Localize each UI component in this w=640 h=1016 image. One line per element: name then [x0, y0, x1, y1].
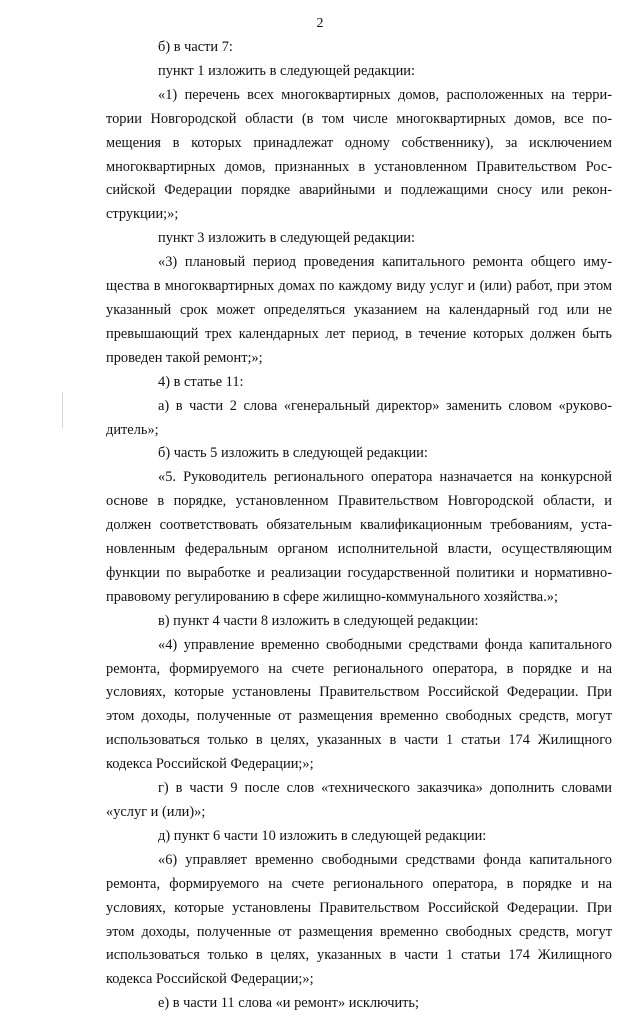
paragraph-item-3-text: «3) плановый период проведения капитального ремонта общего имущества в многоквартирных домах по каждому виду услуг и (или) работ, при этом указанный срок может определяться указанием на календарный год или не превышающий трех календарных лет период, в течение которых должен быть проведен такой ремонт;»; [106, 254, 612, 366]
paragraph-g-part-9: г) в части 9 после слов «технического заказчика» дополнить словами «услуг и (или)»; [106, 780, 612, 820]
paragraph-e-part-11: е) в части 11 слова «и ремонт» исключить; [158, 995, 419, 1012]
page-number: 2 [316, 16, 324, 31]
paragraph-b-part-5-intro: б) часть 5 изложить в следующей редакции: [158, 445, 428, 462]
margin-mark [62, 392, 63, 428]
paragraph-item-3-intro: пункт 3 изложить в следующей редакции: [158, 230, 415, 247]
paragraph-part-5-text: «5. Руководитель регионального оператора назначается на конкурсной основе в порядке, установленном Правительством Новгородской области, и должен соответствовать обязательным квалификационным требованиям, установленным федеральным органом исполнительной власти, осуществляющим функции по выработке и реализации государственной политики и нормативно-правовому регулированию в сфере жилищно-коммунального хозяйства.»; [106, 469, 612, 605]
paragraph-b-part-7: б) в части 7: [158, 39, 233, 55]
paragraph-a-part-2: а) в части 2 слова «генеральный директор» заменить словом «руководитель»; [106, 397, 612, 438]
paragraph-item-1-text: «1) перечень всех многоквартирных домов, расположенных на территории Новгородской области (в том числе многоквартирных домов, все помещения в которых принадлежат одному собственнику), за исключением многоквартирных домов, признанных в установленном Правительством Российской Федерации порядке аварийными и подлежащими сносу или реконструкции;»; [106, 86, 612, 223]
paragraph-item-6-text: «6) управляет временно свободными средствами фонда капитального ремонта, формируемого на счете регионального оператора, в порядке и на условиях, которые установлены Правительством Российской Федерации. При этом доходы, полученные от размещения временно свободных средств, могут использоваться только в целях, указанных в части 1 статьи 174 Жилищного кодекса Российской Федерации;»; [106, 851, 612, 988]
paragraph-article-11: 4) в статье 11: [158, 373, 244, 390]
document-body [106, 36, 612, 1016]
paragraph-v-part-8-intro: в) пункт 4 части 8 изложить в следующей редакции: [158, 612, 479, 629]
paragraph-d-part-10-intro: д) пункт 6 части 10 изложить в следующей редакции: [158, 827, 487, 844]
paragraph-item-1-intro: пункт 1 изложить в следующей редакции: [158, 62, 415, 79]
paragraph-item-4-text: «4) управление временно свободными средствами фонда капитального ремонта, формируемого на счете регионального оператора, в порядке и на условиях, которые установлены Правительством Российской Федерации. При этом доходы, полученные от размещения временно свободных средств, могут использоваться только в целях, указанных в части 1 статьи 174 Жилищного кодекса Российской Федерации;»; [106, 636, 612, 773]
